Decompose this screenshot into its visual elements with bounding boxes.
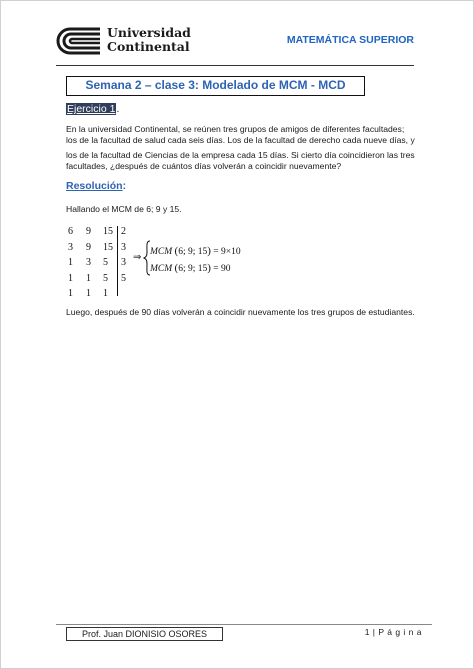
table-divisor: 5 xyxy=(121,272,126,284)
mcm-arguments: 6; 9; 15 xyxy=(178,264,208,274)
implies-arrow: ⇒ xyxy=(133,252,142,263)
mcm-label: MCM xyxy=(150,264,173,274)
mcm-result: = 90 xyxy=(213,264,231,274)
table-cell: 3 xyxy=(86,257,91,268)
exercise-label xyxy=(66,103,119,115)
table-cell: 3 xyxy=(68,241,73,253)
page-label: | P á g i n a xyxy=(372,627,422,637)
mcm-equation-2 xyxy=(150,262,231,274)
table-cell: 15 xyxy=(103,226,113,237)
table-divisor: 3 xyxy=(121,257,126,268)
resolution-label-text: Resolución xyxy=(66,180,123,192)
conclusion: Luego, después de 90 días volverán a coincidir nuevamente los tres grupos de estudiantes. xyxy=(66,307,415,317)
table-cell: 1 xyxy=(86,288,91,299)
table-cell: 1 xyxy=(68,288,73,299)
table-cell: 6 xyxy=(68,226,73,237)
problem-paragraph-1 xyxy=(66,124,426,146)
table-cell: 15 xyxy=(103,241,113,253)
mcm-label: MCM xyxy=(150,247,173,257)
resolution-label xyxy=(66,180,126,192)
exercise-label-text: Ejercicio 1 xyxy=(67,103,116,115)
table-cell: 1 xyxy=(68,257,73,268)
continental-logo-icon xyxy=(56,26,102,56)
problem-line: En la universidad Continental, se reúnen tres grupos de amigos de diferentes facultades; xyxy=(66,124,405,134)
table-cell: 9 xyxy=(86,226,91,237)
mcm-equation-1 xyxy=(150,245,241,257)
paren-open: ( xyxy=(174,245,179,257)
footer-author: Prof. Juan DIONISIO OSORES xyxy=(66,627,223,641)
table-cell: 1 xyxy=(103,288,108,299)
factorization-divider xyxy=(117,226,118,296)
logo-line-2: Continental xyxy=(107,39,190,54)
logo-text xyxy=(107,26,217,54)
paren-open: ( xyxy=(174,262,179,274)
exercise-label-suffix: . xyxy=(116,103,120,115)
header-divider xyxy=(56,65,414,66)
table-cell: 1 xyxy=(86,272,91,284)
course-name: MATEMÁTICA SUPERIOR xyxy=(286,34,414,46)
problem-line: facultades, ¿después de cuántos días volverán a coincidir nuevamente? xyxy=(66,161,342,171)
problem-line: los de la facultad de salud cada seis días. Los de la facultad de derecho cada nueve días, y xyxy=(66,135,415,145)
university-logo xyxy=(56,26,206,58)
resolution-intro: Hallando el MCM de 6; 9 y 15. xyxy=(66,204,182,214)
table-cell: 5 xyxy=(103,257,108,268)
paren-close: ) xyxy=(207,245,211,257)
problem-line: los de la facultad de Ciencias de la empresa cada 15 días. Si cierto día coincidieron las tres xyxy=(66,150,415,160)
table-divisor: 2 xyxy=(121,226,126,237)
mcm-result: = 9×10 xyxy=(213,247,241,257)
page-number: 1 xyxy=(364,627,370,637)
footer-divider xyxy=(56,624,432,625)
table-divisor: 3 xyxy=(121,241,126,253)
footer-page-number xyxy=(365,627,422,637)
page-header xyxy=(56,26,414,68)
page-title: Semana 2 – clase 3: Modelado de MCM - MCD xyxy=(85,78,346,92)
table-cell: 1 xyxy=(68,272,73,284)
problem-paragraph-2 xyxy=(66,150,426,172)
logo-line-1: Universidad xyxy=(107,25,191,40)
mcm-arguments: 6; 9; 15 xyxy=(178,247,208,257)
table-cell: 5 xyxy=(103,272,108,284)
table-cell: 9 xyxy=(86,241,91,253)
resolution-label-suffix: : xyxy=(122,180,127,192)
title-box xyxy=(66,76,365,96)
paren-close: ) xyxy=(207,262,211,274)
